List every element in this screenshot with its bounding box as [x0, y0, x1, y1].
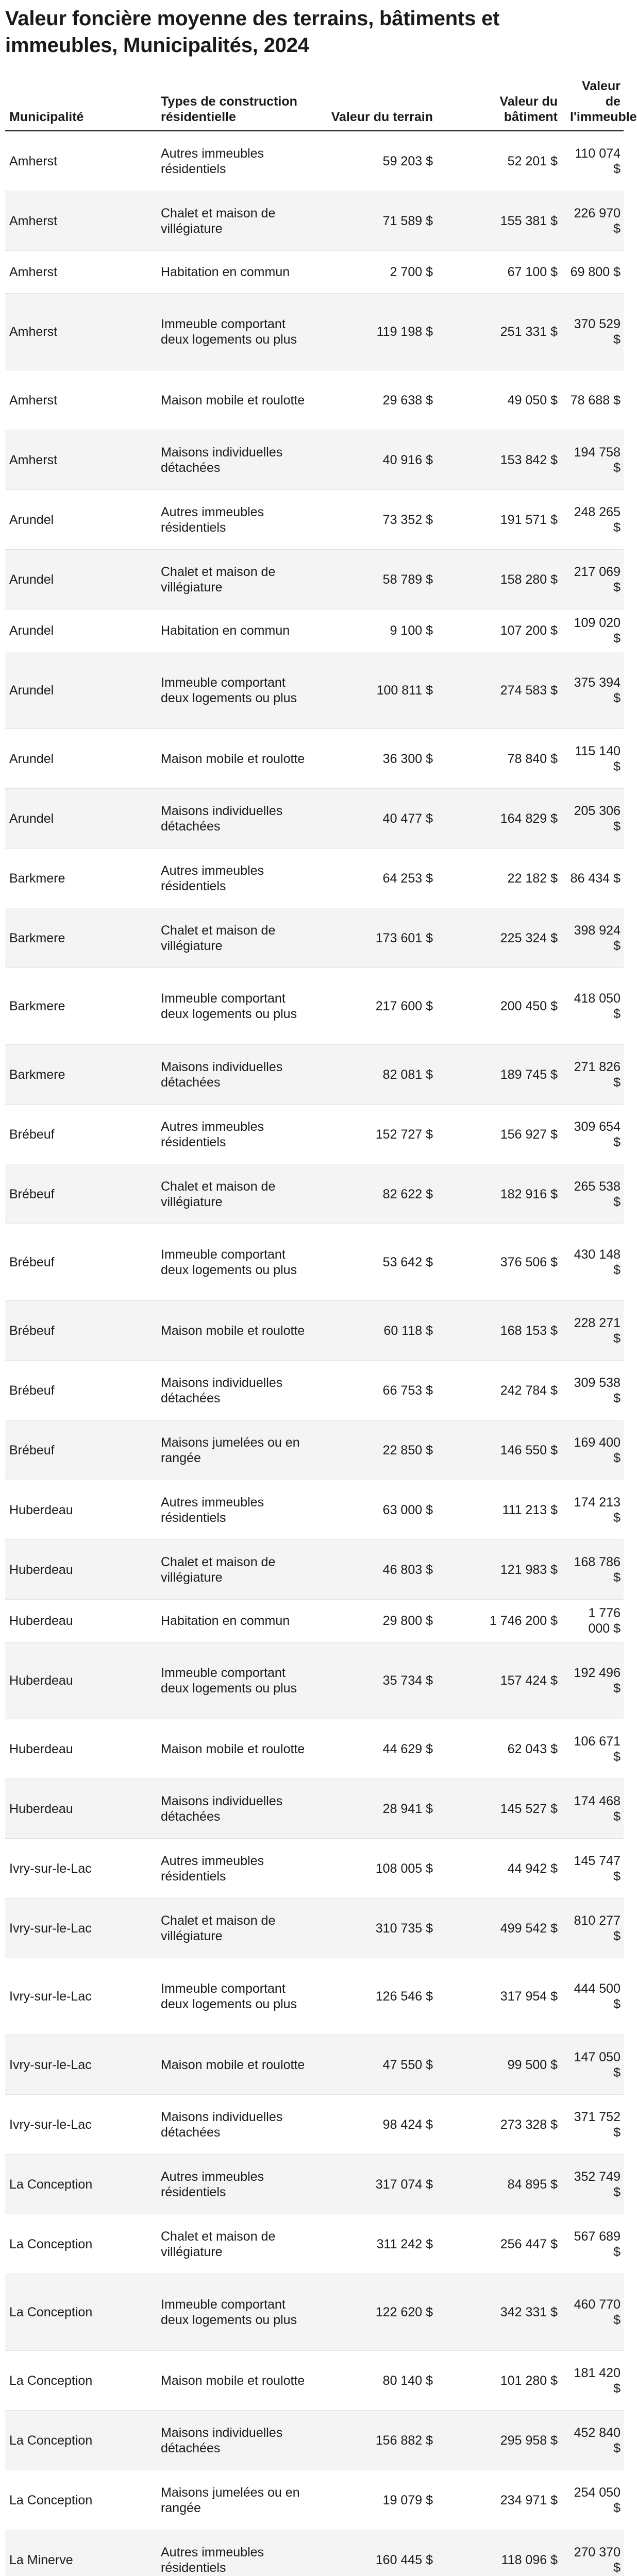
table-row [5, 1779, 624, 1839]
cell-land-value: 22 850 $ [314, 1420, 439, 1480]
cell-land-value: 82 081 $ [314, 1045, 439, 1105]
cell-property-value: 217 069 $ [564, 550, 624, 609]
cell-property-value: 115 140 $ [564, 729, 624, 789]
cell-municipality: Barkmere [5, 849, 155, 908]
cell-property-value: 226 970 $ [564, 191, 624, 251]
cell-municipality: Brébeuf [5, 1105, 155, 1164]
cell-land-value: 46 803 $ [314, 1540, 439, 1600]
table-row [5, 1719, 624, 1779]
cell-building-value: 84 895 $ [439, 2155, 564, 2214]
cell-municipality: Amherst [5, 251, 155, 294]
table-row [5, 1600, 624, 1642]
column-header-municipality[interactable]: Municipalité [5, 78, 155, 131]
cell-building-value: 242 784 $ [439, 1361, 564, 1420]
cell-land-value: 82 622 $ [314, 1164, 439, 1224]
cell-land-value: 2 700 $ [314, 251, 439, 294]
cell-building-value: 107 200 $ [439, 609, 564, 652]
cell-property-value: 106 671 $ [564, 1719, 624, 1779]
cell-construction-type: Immeuble comportant deux logements ou plus [155, 1642, 314, 1719]
table-row [5, 1480, 624, 1540]
cell-land-value: 156 882 $ [314, 2411, 439, 2470]
cell-municipality: La Conception [5, 2274, 155, 2351]
cell-land-value: 58 789 $ [314, 550, 439, 609]
cell-land-value: 40 477 $ [314, 789, 439, 849]
cell-property-value: 69 800 $ [564, 251, 624, 294]
table-row [5, 652, 624, 729]
cell-building-value: 256 447 $ [439, 2214, 564, 2274]
column-header-type[interactable]: Types de construction résidentielle [155, 78, 314, 131]
table-row [5, 294, 624, 370]
cell-property-value: 181 420 $ [564, 2351, 624, 2411]
cell-land-value: 126 546 $ [314, 1958, 439, 2035]
cell-construction-type: Maison mobile et roulotte [155, 1719, 314, 1779]
cell-property-value: 194 758 $ [564, 430, 624, 490]
table-row [5, 2470, 624, 2530]
cell-land-value: 217 600 $ [314, 968, 439, 1045]
cell-municipality: Arundel [5, 490, 155, 550]
cell-construction-type: Autres immeubles résidentiels [155, 131, 314, 191]
cell-property-value: 205 306 $ [564, 789, 624, 849]
cell-construction-type: Habitation en commun [155, 609, 314, 652]
cell-land-value: 60 118 $ [314, 1301, 439, 1361]
cell-property-value: 174 468 $ [564, 1779, 624, 1839]
cell-property-value: 810 277 $ [564, 1899, 624, 1958]
cell-property-value: 174 213 $ [564, 1480, 624, 1540]
cell-property-value: 109 020 $ [564, 609, 624, 652]
cell-municipality: Amherst [5, 370, 155, 430]
cell-property-value: 460 770 $ [564, 2274, 624, 2351]
table-row [5, 968, 624, 1045]
table-row [5, 2035, 624, 2095]
table-row [5, 908, 624, 968]
cell-building-value: 145 527 $ [439, 1779, 564, 1839]
table-row [5, 1301, 624, 1361]
column-header-land-value[interactable]: Valeur du terrain [314, 78, 439, 131]
cell-property-value: 309 538 $ [564, 1361, 624, 1420]
table-row [5, 1540, 624, 1600]
table-row [5, 2530, 624, 2576]
cell-land-value: 28 941 $ [314, 1779, 439, 1839]
cell-land-value: 98 424 $ [314, 2095, 439, 2155]
cell-building-value: 189 745 $ [439, 1045, 564, 1105]
cell-building-value: 225 324 $ [439, 908, 564, 968]
cell-property-value: 248 265 $ [564, 490, 624, 550]
cell-building-value: 274 583 $ [439, 652, 564, 729]
cell-municipality: Arundel [5, 550, 155, 609]
cell-property-value: 444 500 $ [564, 1958, 624, 2035]
table-row [5, 2214, 624, 2274]
cell-land-value: 73 352 $ [314, 490, 439, 550]
cell-building-value: 155 381 $ [439, 191, 564, 251]
cell-land-value: 44 629 $ [314, 1719, 439, 1779]
cell-building-value: 67 100 $ [439, 251, 564, 294]
cell-construction-type: Chalet et maison de villégiature [155, 550, 314, 609]
cell-property-value: 78 688 $ [564, 370, 624, 430]
cell-building-value: 22 182 $ [439, 849, 564, 908]
cell-building-value: 168 153 $ [439, 1301, 564, 1361]
cell-municipality: Ivry-sur-le-Lac [5, 1899, 155, 1958]
cell-municipality: Amherst [5, 191, 155, 251]
table-header [5, 78, 637, 131]
cell-land-value: 311 242 $ [314, 2214, 439, 2274]
cell-property-value: 168 786 $ [564, 1540, 624, 1600]
table-row [5, 2351, 624, 2411]
cell-construction-type: Maisons individuelles détachées [155, 2411, 314, 2470]
cell-municipality: Brébeuf [5, 1164, 155, 1224]
table-body [5, 131, 624, 2576]
cell-construction-type: Autres immeubles résidentiels [155, 1105, 314, 1164]
cell-municipality: Arundel [5, 729, 155, 789]
table-row [5, 191, 624, 251]
cell-property-value: 145 747 $ [564, 1839, 624, 1899]
cell-property-value: 370 529 $ [564, 294, 624, 370]
cell-land-value: 310 735 $ [314, 1899, 439, 1958]
cell-municipality: Huberdeau [5, 1642, 155, 1719]
cell-building-value: 191 571 $ [439, 490, 564, 550]
column-header-property-value[interactable]: Valeur de l'immeuble [564, 78, 624, 131]
header-row [5, 78, 624, 131]
cell-municipality: La Conception [5, 2155, 155, 2214]
cell-building-value: 146 550 $ [439, 1420, 564, 1480]
cell-municipality: Ivry-sur-le-Lac [5, 2035, 155, 2095]
cell-property-value: 271 826 $ [564, 1045, 624, 1105]
table-row [5, 849, 624, 908]
cell-construction-type: Maisons individuelles détachées [155, 1779, 314, 1839]
table-row [5, 729, 624, 789]
cell-land-value: 64 253 $ [314, 849, 439, 908]
cell-building-value: 376 506 $ [439, 1224, 564, 1301]
cell-construction-type: Immeuble comportant deux logements ou plus [155, 1224, 314, 1301]
cell-building-value: 295 958 $ [439, 2411, 564, 2470]
cell-municipality: La Conception [5, 2351, 155, 2411]
cell-property-value: 169 400 $ [564, 1420, 624, 1480]
cell-land-value: 9 100 $ [314, 609, 439, 652]
cell-building-value: 200 450 $ [439, 968, 564, 1045]
cell-building-value: 118 096 $ [439, 2530, 564, 2576]
cell-land-value: 47 550 $ [314, 2035, 439, 2095]
cell-building-value: 111 213 $ [439, 1480, 564, 1540]
cell-construction-type: Maisons individuelles détachées [155, 1045, 314, 1105]
cell-land-value: 80 140 $ [314, 2351, 439, 2411]
cell-land-value: 53 642 $ [314, 1224, 439, 1301]
cell-municipality: Ivry-sur-le-Lac [5, 2095, 155, 2155]
cell-construction-type: Autres immeubles résidentiels [155, 849, 314, 908]
cell-building-value: 273 328 $ [439, 2095, 564, 2155]
table-row [5, 430, 624, 490]
cell-property-value: 309 654 $ [564, 1105, 624, 1164]
cell-municipality: Huberdeau [5, 1600, 155, 1642]
cell-land-value: 122 620 $ [314, 2274, 439, 2351]
page-title: Valeur foncière moyenne des terrains, bâtiments et immeubles, Municipalités, 2024 [5, 7, 500, 57]
cell-construction-type: Chalet et maison de villégiature [155, 2214, 314, 2274]
cell-construction-type: Maison mobile et roulotte [155, 2351, 314, 2411]
cell-municipality: Arundel [5, 652, 155, 729]
cell-building-value: 342 331 $ [439, 2274, 564, 2351]
cell-construction-type: Chalet et maison de villégiature [155, 1899, 314, 1958]
cell-construction-type: Immeuble comportant deux logements ou plus [155, 2274, 314, 2351]
cell-building-value: 158 280 $ [439, 550, 564, 609]
cell-property-value: 192 496 $ [564, 1642, 624, 1719]
cell-municipality: Ivry-sur-le-Lac [5, 1839, 155, 1899]
cell-property-value: 228 271 $ [564, 1301, 624, 1361]
cell-property-value: 270 370 $ [564, 2530, 624, 2576]
cell-land-value: 63 000 $ [314, 1480, 439, 1540]
cell-municipality: Brébeuf [5, 1361, 155, 1420]
table-row [5, 609, 624, 652]
cell-municipality: Amherst [5, 131, 155, 191]
cell-construction-type: Autres immeubles résidentiels [155, 1480, 314, 1540]
cell-construction-type: Immeuble comportant deux logements ou plus [155, 294, 314, 370]
cell-municipality: La Conception [5, 2411, 155, 2470]
cell-land-value: 317 074 $ [314, 2155, 439, 2214]
cell-land-value: 36 300 $ [314, 729, 439, 789]
cell-construction-type: Maison mobile et roulotte [155, 370, 314, 430]
cell-building-value: 234 971 $ [439, 2470, 564, 2530]
cell-building-value: 1 746 200 $ [439, 1600, 564, 1642]
cell-land-value: 119 198 $ [314, 294, 439, 370]
cell-building-value: 153 842 $ [439, 430, 564, 490]
cell-municipality: Barkmere [5, 1045, 155, 1105]
cell-construction-type: Chalet et maison de villégiature [155, 191, 314, 251]
cell-construction-type: Maisons individuelles détachées [155, 789, 314, 849]
cell-municipality: Brébeuf [5, 1301, 155, 1361]
cell-construction-type: Maisons individuelles détachées [155, 1361, 314, 1420]
cell-property-value: 110 074 $ [564, 131, 624, 191]
cell-construction-type: Maisons individuelles détachées [155, 2095, 314, 2155]
table-row [5, 2095, 624, 2155]
cell-property-value: 352 749 $ [564, 2155, 624, 2214]
cell-land-value: 29 638 $ [314, 370, 439, 430]
cell-land-value: 59 203 $ [314, 131, 439, 191]
cell-building-value: 156 927 $ [439, 1105, 564, 1164]
cell-municipality: La Minerve [5, 2530, 155, 2576]
cell-land-value: 160 445 $ [314, 2530, 439, 2576]
cell-municipality: La Conception [5, 2470, 155, 2530]
table-row [5, 1839, 624, 1899]
cell-construction-type: Maison mobile et roulotte [155, 729, 314, 789]
cell-municipality: Amherst [5, 430, 155, 490]
cell-construction-type: Maisons jumelées ou en rangée [155, 1420, 314, 1480]
table-row [5, 1105, 624, 1164]
cell-construction-type: Autres immeubles résidentiels [155, 490, 314, 550]
cell-property-value: 371 752 $ [564, 2095, 624, 2155]
cell-construction-type: Maison mobile et roulotte [155, 1301, 314, 1361]
cell-construction-type: Maisons individuelles détachées [155, 430, 314, 490]
cell-construction-type: Maison mobile et roulotte [155, 2035, 314, 2095]
table-row [5, 1642, 624, 1719]
cell-building-value: 182 916 $ [439, 1164, 564, 1224]
cell-building-value: 157 424 $ [439, 1642, 564, 1719]
cell-property-value: 567 689 $ [564, 2214, 624, 2274]
table-row [5, 490, 624, 550]
cell-land-value: 100 811 $ [314, 652, 439, 729]
cell-property-value: 430 148 $ [564, 1224, 624, 1301]
cell-construction-type: Maisons jumelées ou en rangée [155, 2470, 314, 2530]
cell-building-value: 49 050 $ [439, 370, 564, 430]
cell-construction-type: Autres immeubles résidentiels [155, 2530, 314, 2576]
cell-land-value: 40 916 $ [314, 430, 439, 490]
cell-land-value: 35 734 $ [314, 1642, 439, 1719]
cell-construction-type: Chalet et maison de villégiature [155, 908, 314, 968]
cell-construction-type: Chalet et maison de villégiature [155, 1164, 314, 1224]
cell-land-value: 173 601 $ [314, 908, 439, 968]
cell-property-value: 86 434 $ [564, 849, 624, 908]
table-row [5, 1164, 624, 1224]
cell-property-value: 398 924 $ [564, 908, 624, 968]
cell-municipality: Huberdeau [5, 1779, 155, 1839]
cell-property-value: 418 050 $ [564, 968, 624, 1045]
cell-municipality: Huberdeau [5, 1480, 155, 1540]
cell-building-value: 78 840 $ [439, 729, 564, 789]
data-table [5, 78, 637, 2576]
cell-municipality: Barkmere [5, 968, 155, 1045]
table-row [5, 2155, 624, 2214]
cell-construction-type: Immeuble comportant deux logements ou plus [155, 652, 314, 729]
cell-construction-type: Habitation en commun [155, 251, 314, 294]
cell-municipality: Huberdeau [5, 1719, 155, 1779]
cell-construction-type: Autres immeubles résidentiels [155, 2155, 314, 2214]
column-header-building-value[interactable]: Valeur du bâtiment [439, 78, 564, 131]
table-row [5, 1045, 624, 1105]
table-row [5, 1361, 624, 1420]
cell-land-value: 66 753 $ [314, 1361, 439, 1420]
cell-municipality: La Conception [5, 2214, 155, 2274]
cell-construction-type: Chalet et maison de villégiature [155, 1540, 314, 1600]
cell-municipality: Amherst [5, 294, 155, 370]
cell-building-value: 317 954 $ [439, 1958, 564, 2035]
cell-municipality: Arundel [5, 609, 155, 652]
table-row [5, 370, 624, 430]
cell-property-value: 265 538 $ [564, 1164, 624, 1224]
table-row [5, 550, 624, 609]
cell-building-value: 101 280 $ [439, 2351, 564, 2411]
table-row [5, 1958, 624, 2035]
table-row [5, 2274, 624, 2351]
cell-building-value: 499 542 $ [439, 1899, 564, 1958]
cell-building-value: 164 829 $ [439, 789, 564, 849]
table-row [5, 131, 624, 191]
cell-construction-type: Immeuble comportant deux logements ou plus [155, 1958, 314, 2035]
cell-municipality: Barkmere [5, 908, 155, 968]
cell-land-value: 152 727 $ [314, 1105, 439, 1164]
cell-building-value: 99 500 $ [439, 2035, 564, 2095]
cell-construction-type: Autres immeubles résidentiels [155, 1839, 314, 1899]
cell-property-value: 254 050 $ [564, 2470, 624, 2530]
table-row [5, 2411, 624, 2470]
cell-land-value: 19 079 $ [314, 2470, 439, 2530]
table-row [5, 251, 624, 294]
table-row [5, 1224, 624, 1301]
table-row [5, 1420, 624, 1480]
cell-municipality: Huberdeau [5, 1540, 155, 1600]
cell-land-value: 108 005 $ [314, 1839, 439, 1899]
cell-construction-type: Habitation en commun [155, 1600, 314, 1642]
cell-municipality: Brébeuf [5, 1224, 155, 1301]
table-row [5, 1899, 624, 1958]
cell-municipality: Brébeuf [5, 1420, 155, 1480]
cell-building-value: 62 043 $ [439, 1719, 564, 1779]
cell-property-value: 147 050 $ [564, 2035, 624, 2095]
cell-land-value: 29 800 $ [314, 1600, 439, 1642]
cell-construction-type: Immeuble comportant deux logements ou plus [155, 968, 314, 1045]
cell-building-value: 52 201 $ [439, 131, 564, 191]
cell-property-value: 452 840 $ [564, 2411, 624, 2470]
cell-property-value: 375 394 $ [564, 652, 624, 729]
cell-building-value: 251 331 $ [439, 294, 564, 370]
cell-building-value: 44 942 $ [439, 1839, 564, 1899]
table-row [5, 789, 624, 849]
cell-land-value: 71 589 $ [314, 191, 439, 251]
cell-building-value: 121 983 $ [439, 1540, 564, 1600]
cell-property-value: 1 776 000 $ [564, 1600, 624, 1642]
cell-municipality: Ivry-sur-le-Lac [5, 1958, 155, 2035]
cell-municipality: Arundel [5, 789, 155, 849]
